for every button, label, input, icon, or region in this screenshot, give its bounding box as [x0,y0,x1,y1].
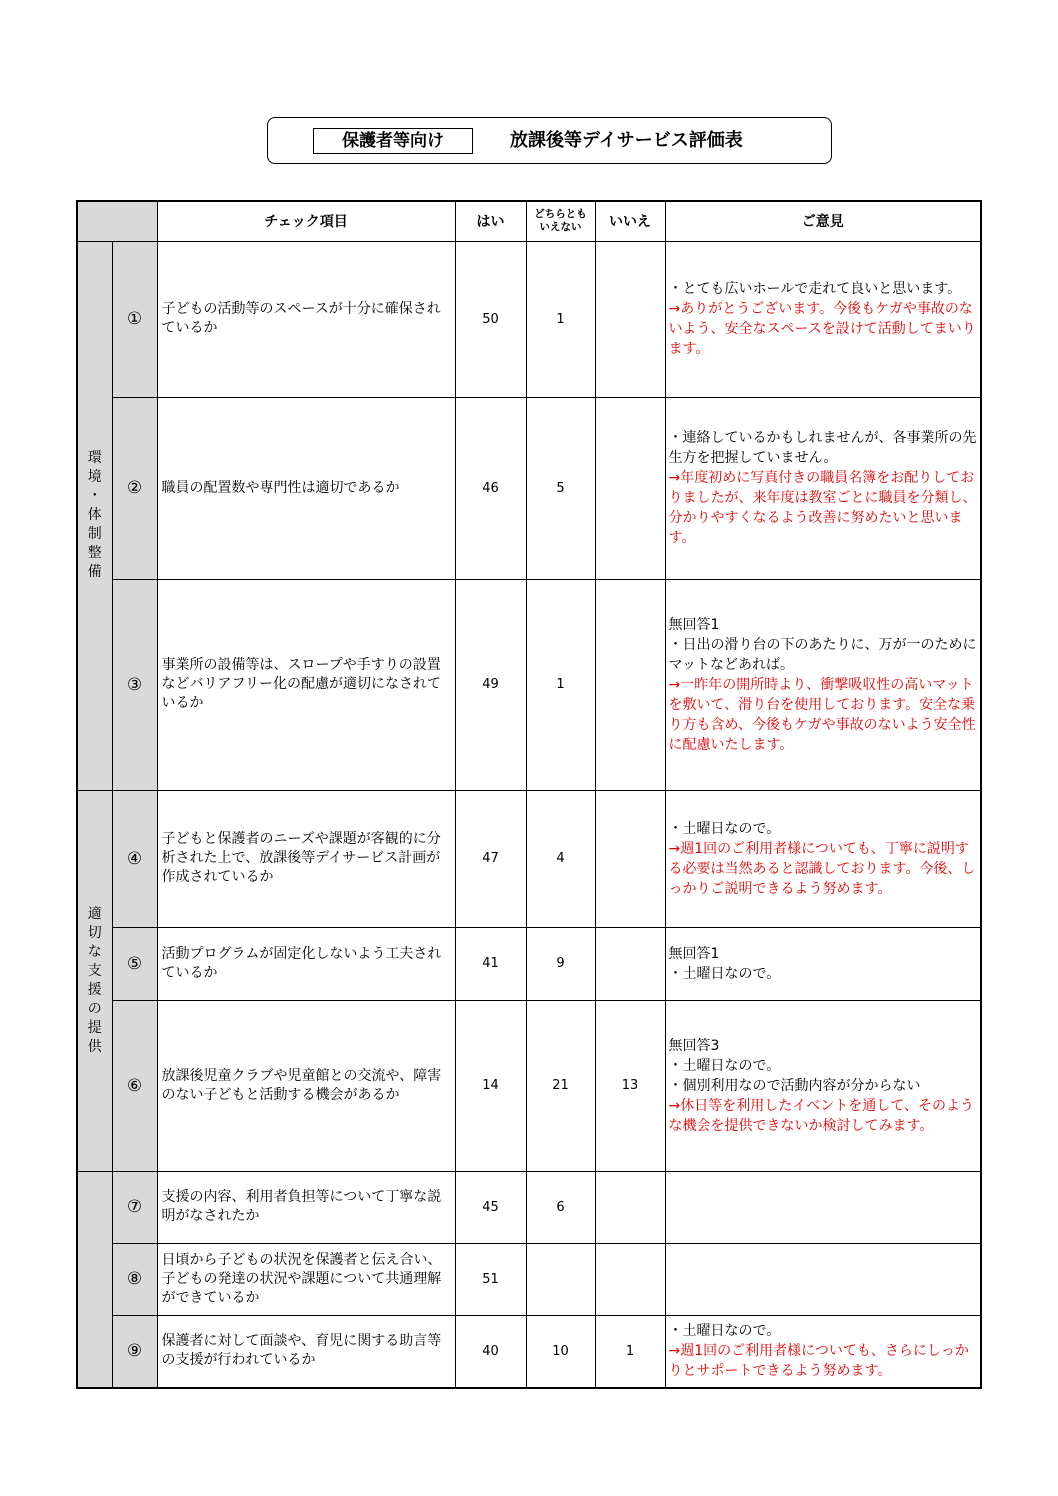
category-char: 境 [87,469,102,485]
opinion-cell [665,1315,981,1388]
header-no: いいえ [595,201,665,241]
table-row [77,1171,981,1243]
table-row [77,579,981,790]
item-number: ⑨ [112,1315,157,1388]
item-number: ① [112,241,157,397]
check-item: 子どもの活動等のスペースが十分に確保されているか [157,241,455,397]
opinion-cell [665,927,981,1000]
neither-count: 6 [526,1171,595,1243]
header-item: チェック項目 [157,201,455,241]
opinion-text: ・土曜日なので。 [668,820,781,837]
category-char: 供 [87,1038,102,1055]
neither-count: 5 [526,397,595,579]
opinion-cell [665,1171,981,1243]
category-char: 環 [87,450,102,466]
item-number: ② [112,397,157,579]
item-number: ⑧ [112,1243,157,1315]
yes-count: 49 [455,579,526,790]
no-count [595,790,665,927]
opinion-cell [665,579,981,790]
opinion-text: ・とても広いホールで走れて良いと思います。 [668,281,962,297]
check-item: 日頃から子どもの状況を保護者と伝え合い、子どもの発達の状況や課題について共通理解ができているか [157,1243,455,1315]
yes-count: 41 [455,927,526,1000]
opinion-text: ・連絡しているかもしれませんが、各事業所の先生方を把握していません。 [668,430,977,466]
title-box [267,117,832,164]
no-count [595,1243,665,1315]
neither-count: 1 [526,241,595,397]
header-neither: どちらとも いえない [526,201,595,241]
category-char: な [87,943,102,960]
response-text: →週1回のご利用者様についても、さらにしっかりとサポートできるよう努めます。 [668,1343,969,1380]
check-item: 放課後児童クラブや児童館との交流や、障害のない子どもと活動する機会があるか [157,1000,455,1171]
check-item: 事業所の設備等は、スロープや手すりの設置などバリアフリー化の配慮が適切になされているか [157,579,455,790]
table-row [77,927,981,1000]
check-item: 支援の内容、利用者負担等について丁寧な説明がなされたか [157,1171,455,1243]
check-item: 保護者に対して面談や、育児に関する助言等の支援が行われているか [157,1315,455,1388]
evaluation-table [76,200,982,1389]
yes-count: 47 [455,790,526,927]
table-row [77,1000,981,1171]
category-cell [77,1171,112,1388]
title-label: 保護者等向け [313,128,473,154]
category-char: 備 [87,564,102,580]
header-row [77,201,981,241]
item-number: ⑤ [112,927,157,1000]
opinion-text: ・土曜日なので。 [668,1323,781,1340]
yes-count: 46 [455,397,526,579]
category-char: 整 [87,545,102,561]
header-opinion: ご意見 [665,201,981,241]
category-char: 支 [87,962,102,979]
opinion-cell [665,1000,981,1171]
yes-count: 51 [455,1243,526,1315]
opinion-cell [665,1243,981,1315]
no-count [595,1171,665,1243]
neither-count: 21 [526,1000,595,1171]
no-count [595,241,665,397]
neither-count: 1 [526,579,595,790]
response-text: →年度初めに写真付きの職員名簿をお配りしておりましたが、来年度は教室ごとに職員を分類し、分かりやすくなるよう改善に努めたいと思います。 [668,470,977,546]
table-row [77,1243,981,1315]
response-text: →ありがとうございます。今後もケガや事故のないよう、安全なスペースを設けて活動してまいります。 [668,301,976,357]
opinion-text: 無回答1 ・日出の滑り台の下のあたりに、万が一のためにマットなどあれば。 [668,616,977,673]
category-char: 提 [87,1019,102,1036]
check-item: 職員の配置数や専門性は適切であるか [157,397,455,579]
table-row [77,1315,981,1388]
category-cell [77,241,112,790]
header-blank [77,201,157,241]
category-char: 体 [87,507,102,523]
no-count [595,397,665,579]
category-char: 適 [87,905,102,922]
header-yes: はい [455,201,526,241]
opinion-cell [665,241,981,397]
table-row [77,241,981,397]
no-count: 1 [595,1315,665,1388]
category-char: 切 [87,924,102,941]
opinion-cell [665,790,981,927]
check-item: 活動プログラムが固定化しないよう工夫されているか [157,927,455,1000]
response-text: →休日等を利用したイベントを通して、そのような機会を提供できないか検討してみます。 [668,1097,974,1134]
category-char: の [87,1000,102,1017]
yes-count: 14 [455,1000,526,1171]
no-count [595,579,665,790]
category-char: 援 [87,981,102,998]
neither-count: 4 [526,790,595,927]
item-number: ⑥ [112,1000,157,1171]
yes-count: 40 [455,1315,526,1388]
neither-count: 10 [526,1315,595,1388]
item-number: ④ [112,790,157,927]
table-row [77,790,981,927]
no-count [595,927,665,1000]
neither-count [526,1243,595,1315]
table-row [77,397,981,579]
item-number: ③ [112,579,157,790]
category-char: ・ [87,488,102,504]
page-title: 放課後等デイサービス評価表 [510,130,743,151]
response-text: →週1回のご利用者様についても、丁寧に説明する必要は当然あると認識しております。今後、しっかりご説明できるよう努めます。 [668,840,976,897]
neither-count: 9 [526,927,595,1000]
opinion-text: 無回答1 ・土曜日なので。 [668,945,781,982]
yes-count: 50 [455,241,526,397]
opinion-text: 無回答3 ・土曜日なので。 ・個別利用なので活動内容が分からない [668,1037,921,1094]
opinion-cell [665,397,981,579]
item-number: ⑦ [112,1171,157,1243]
category-char: 制 [87,526,102,542]
category-cell [77,790,112,1171]
response-text: →一昨年の開所時より、衝撃吸収性の高いマットを敷いて、滑り台を使用しております。安全な乗り方も含め、今後もケガや事故のないよう安全性に配慮いたします。 [668,676,976,753]
yes-count: 45 [455,1171,526,1243]
no-count: 13 [595,1000,665,1171]
check-item: 子どもと保護者のニーズや課題が客観的に分析された上で、放課後等デイサービス計画が作成されているか [157,790,455,927]
